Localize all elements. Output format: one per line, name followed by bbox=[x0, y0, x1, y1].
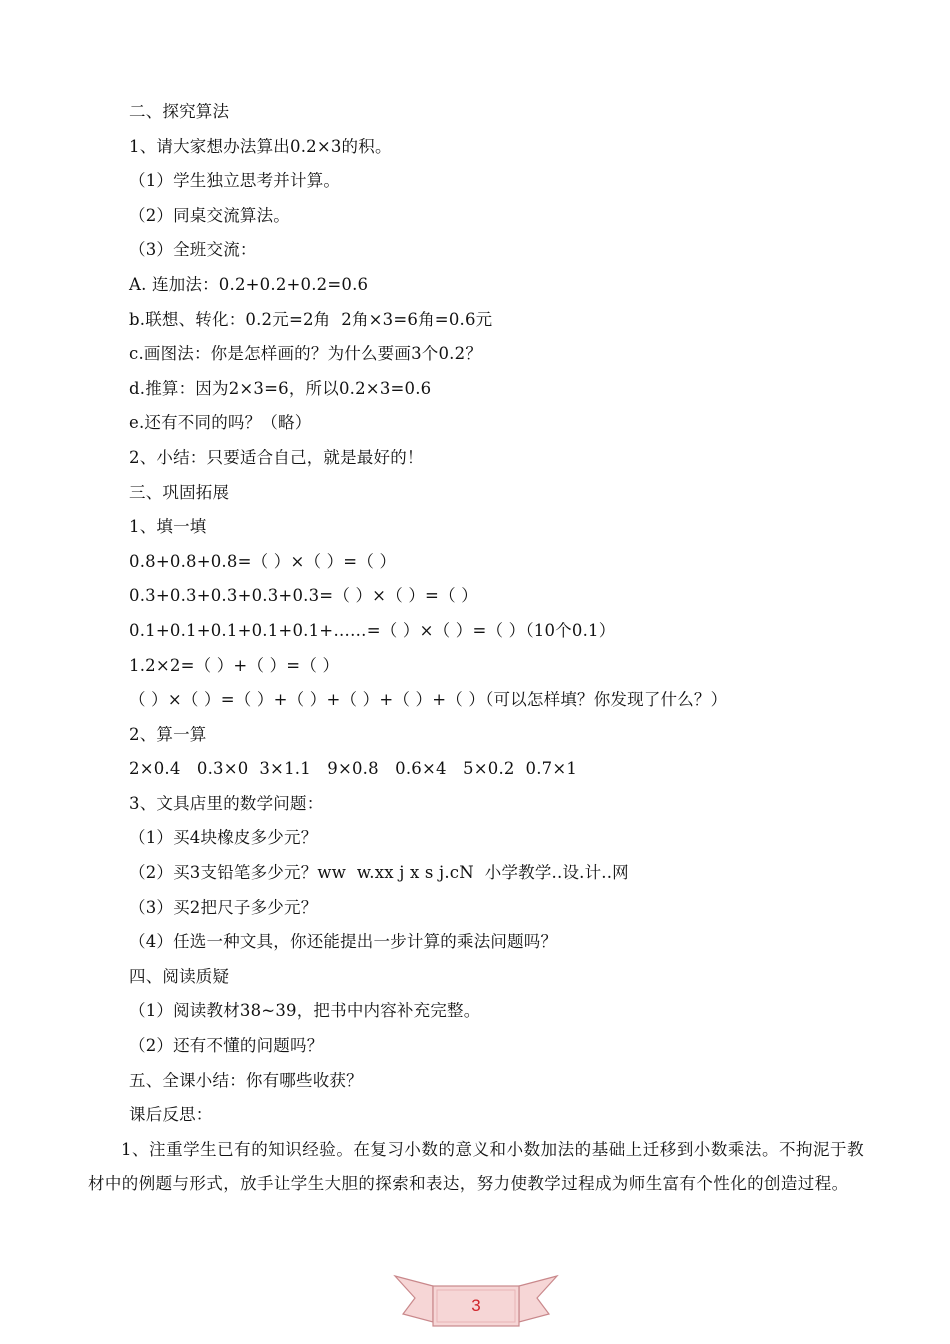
text-line: （1）买4块橡皮多少元？ bbox=[129, 828, 318, 848]
text-line: （2）还有不懂的问题吗？ bbox=[129, 1036, 324, 1056]
text-line: 0.8+0.8+0.8=（ ）×（ ）=（ ） bbox=[129, 551, 397, 571]
text-line: b.联想、转化：0.2元=2角 2角×3=6角=0.6元 bbox=[129, 309, 493, 329]
text-line: （ ）×（ ）=（ ）+（ ）+（ ）+（ ）+（ ）（可以怎样填？你发现了什么？） bbox=[129, 690, 728, 710]
text-line: 2、小结：只要适合自己，就是最好的！ bbox=[129, 447, 424, 467]
text-line: 2、算一算 bbox=[129, 724, 207, 744]
text-line: 0.3+0.3+0.3+0.3+0.3=（ ）×（ ）=（ ） bbox=[129, 586, 478, 606]
section-heading-consolidate: 三、巩固拓展 bbox=[129, 482, 230, 502]
text-line: （2）买3支铅笔多少元？ww w.xx j x s j.cN 小学教学..设.计..网 bbox=[129, 863, 629, 883]
text-line: 3、文具店里的数学问题： bbox=[129, 793, 324, 813]
page-footer bbox=[393, 1272, 559, 1328]
text-line: （3）全班交流： bbox=[129, 240, 257, 260]
document-body bbox=[88, 95, 868, 1202]
text-line: （3）买2把尺子多少元？ bbox=[129, 897, 318, 917]
text-line: （1）阅读教材38~39，把书中内容补充完整。 bbox=[129, 1001, 481, 1021]
text-line: A. 连加法：0.2+0.2+0.2=0.6 bbox=[129, 274, 369, 294]
text-line: 1、填一填 bbox=[129, 517, 207, 537]
text-line: （1）学生独立思考并计算。 bbox=[129, 171, 341, 191]
text-line: d.推算：因为2×3=6，所以0.2×3=0.6 bbox=[129, 378, 432, 398]
text-line: 2×0.4 0.3×0 3×1.1 9×0.8 0.6×4 5×0.2 0.7×1 bbox=[129, 759, 578, 779]
text-line: c.画图法：你是怎样画的？为什么要画3个0.2？ bbox=[129, 344, 483, 364]
text-line: e.还有不同的吗？（略） bbox=[129, 413, 312, 433]
section-heading-reflection: 课后反思： bbox=[129, 1105, 213, 1125]
text-line: （2）同桌交流算法。 bbox=[129, 205, 290, 225]
reflection-paragraph: 1、注重学生已有的知识经验。在复习小数的意义和小数加法的基础上迁移到小数乘法。不拘泥于教材中的例题与形式，放手让学生大胆的探索和表达，努力使教学过程成为师生富有个性化的创造过程。 bbox=[88, 1139, 864, 1194]
page-number: 3 bbox=[471, 1296, 481, 1315]
text-line: （4）任选一种文具，你还能提出一步计算的乘法问题吗？ bbox=[129, 932, 558, 952]
text-line: 0.1+0.1+0.1+0.1+0.1+……=（ ）×（ ）=（ ）（10个0.1） bbox=[129, 620, 616, 640]
text-line: 1、请大家想办法算出0.2×3的积。 bbox=[129, 136, 392, 156]
section-heading-explore: 二、探究算法 bbox=[129, 102, 230, 121]
section-heading-reading: 四、阅读质疑 bbox=[129, 966, 230, 986]
text-line: 1.2×2=（ ）+（ ）=（ ） bbox=[129, 655, 340, 675]
section-heading-summary: 五、全课小结：你有哪些收获？ bbox=[129, 1070, 363, 1090]
